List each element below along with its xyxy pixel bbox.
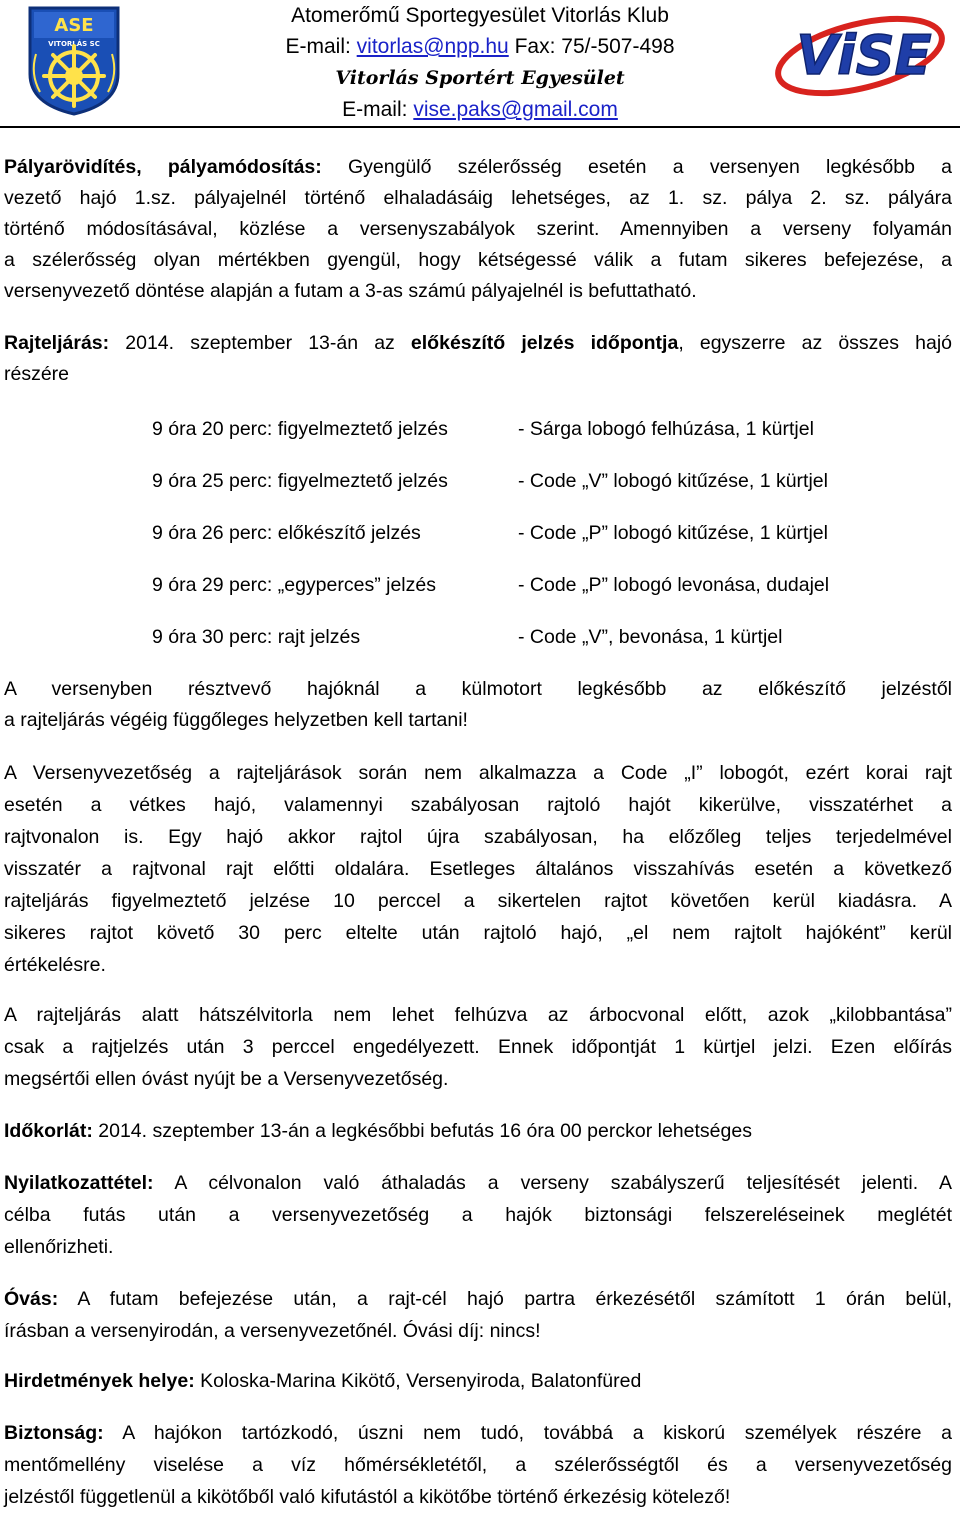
ase-club-logo: [26, 4, 122, 116]
protest-text1: A futam befejezése után, a rajt-cél hajó partra érkezésétől számított 1 órán belül,: [58, 1288, 952, 1310]
course-change-line4: a szélerősség olyan mértékben gyengül, hogy kétségessé válik a futam sikeres befejezése, a: [4, 249, 952, 271]
safety-line3: jelzéstől függetlenül a kikötőből való kifutástól a kikötőbe történő érkezésig kötelező!: [4, 1486, 731, 1508]
recall-line7: értékelésre.: [4, 954, 106, 976]
start-procedure-heading: Rajteljárás:: [4, 332, 110, 354]
club-name: Atomerőmű Sportegyesület Vitorlás Klub: [291, 4, 669, 27]
spinnaker-line3: megsértői ellen óvást nyújt be a Versenyvezetőség.: [4, 1068, 449, 1090]
recall-line4: visszatér a rajtvonal rajt előtti oldalára. Esetleges általános visszahívás esetén a következő: [4, 858, 952, 880]
recall-line2: esetén a vétkes hajó, valamennyi szabályosan rajtoló hajót kikerülve, visszatérhet a: [4, 794, 952, 816]
schedule-action: - Code „P” lobogó levonása, dudajel: [518, 574, 830, 596]
start-procedure-line1: [4, 328, 952, 360]
logo-ase-text: ASE: [54, 15, 94, 36]
schedule-time: 9 óra 29 perc: „egyperces” jelzés: [152, 574, 436, 596]
schedule-row: [152, 622, 952, 654]
protest-heading: Óvás:: [4, 1288, 59, 1310]
letterhead: [0, 0, 960, 130]
letterhead-contact: [220, 0, 740, 125]
declaration-heading: Nyilatkozattétel:: [4, 1172, 154, 1194]
time-limit-line: [4, 1116, 952, 1148]
declaration-line1: [4, 1168, 952, 1200]
declaration-line2: célba futás után a versenyvezetőség a hajók biztonsági felszereléseinek meglétét: [4, 1204, 952, 1226]
vise-email-link[interactable]: vise.paks@gmail.com: [413, 98, 618, 121]
declaration-text1: A célvonalon való áthaladás a verseny szabályszerű teljesítését jelenti. A: [153, 1172, 952, 1194]
time-limit-text: 2014. szeptember 13-án a legkésőbbi befutás 16 óra 00 perckor lehetséges: [92, 1120, 752, 1142]
club-contact-line: [220, 31, 740, 62]
fax-number: Fax: 75/-507-498: [508, 35, 675, 58]
logo-ase-subtext: VITORLÁS SC: [48, 40, 100, 48]
recall-line3: rajtvonalon is. Egy hajó akkor rajtol újra szabályosan, ha előzőleg teljes terjedelmével: [4, 826, 952, 848]
safety-text1: A hajókon tartózkodó, úszni nem tudó, továbbá a kiskorú személyek részére a: [103, 1422, 952, 1444]
vise-logo: [768, 12, 948, 98]
notices-line: [4, 1366, 952, 1398]
notices-heading: Hirdetmények helye:: [4, 1370, 195, 1392]
schedule-row: [152, 518, 952, 550]
start-procedure-bold: előkészítő jelzés időpontja: [410, 332, 679, 354]
schedule-action: - Sárga lobogó felhúzása, 1 kürtjel: [518, 418, 814, 440]
outboard-line2: a rajteljárás végéig függőleges helyzetben kell tartani!: [4, 709, 468, 731]
schedule-row: [152, 466, 952, 498]
course-change-text1: Gyengülő szélerősség esetén a versenyen legkésőbb a: [348, 156, 953, 178]
vise-contact-line: [220, 94, 740, 125]
safety-heading: Biztonság:: [4, 1422, 104, 1444]
email2-label: E-mail:: [342, 98, 414, 121]
schedule-row: [152, 414, 952, 446]
safety-line2: mentőmellény viselése a víz hőmérsékletétől, a szélerősségtől és a versenyvezetőség: [4, 1454, 952, 1476]
course-change-heading: Pályarövidítés, pályamódosítás:: [4, 156, 322, 178]
recall-line1: A Versenyvezetőség a rajteljárások során nem alkalmazza a Code „I” lobogót, ezért korai rajt: [4, 762, 952, 784]
start-procedure-text-a: 2014. szeptember 13-án az: [109, 332, 411, 354]
course-change-line3: történő módosításával, közlése a versenyszabályok szerint. Amennyiben a verseny folyamán: [4, 218, 952, 240]
protest-line2: írásban a versenyirodán, a versenyvezetőnél. Óvási díj: nincs!: [4, 1320, 541, 1342]
header-divider: [0, 126, 960, 128]
schedule-row: [152, 570, 952, 602]
time-limit-heading: Időkorlát:: [4, 1120, 93, 1142]
email-label: E-mail:: [285, 35, 357, 58]
schedule-time: 9 óra 20 perc: figyelmeztető jelzés: [152, 418, 448, 440]
course-change-line1: [4, 152, 952, 184]
course-change-line5: versenyvezető döntése alapján a futam a 3-as számú pályajelnél is befuttatható.: [4, 280, 697, 302]
schedule-action: - Code „V” lobogó kitűzése, 1 kürtjel: [518, 470, 828, 492]
vise-motto: Vitorlás Sportért Egyesület: [335, 67, 625, 89]
notices-text: Koloska-Marina Kikötő, Versenyiroda, Balatonfüred: [194, 1370, 642, 1392]
safety-line1: [4, 1418, 952, 1450]
recall-line5: rajteljárás figyelmeztető jelzése 10 perccel a sikertelen rajtot követően kerül kiadásra. A: [4, 890, 952, 912]
start-procedure-line2: részére: [4, 363, 70, 385]
declaration-line3: ellenőrizheti.: [4, 1236, 114, 1258]
spinnaker-line2: csak a rajtjelzés után 3 perccel engedélyezett. Ennek időpontját 1 kürtjel jelzi. Ezen előírás: [4, 1036, 952, 1058]
club-email-link[interactable]: vitorlas@npp.hu: [356, 35, 509, 58]
spinnaker-line1: A rajteljárás alatt hátszélvitorla nem lehet felhúzva az árbocvonal előtt, azok „kilobbantása”: [4, 1004, 952, 1026]
outboard-line1: A versenyben résztvevő hajóknál a külmotort legkésőbb az előkészítő jelzéstől: [4, 678, 952, 700]
schedule-action: - Code „P” lobogó kitűzése, 1 kürtjel: [518, 522, 828, 544]
course-change-line2: vezető hajó 1.sz. pályajelnél történő elhaladásáig lehetséges, az 1. sz. pálya 2. sz. pályára: [4, 187, 952, 209]
schedule-time: 9 óra 30 perc: rajt jelzés: [152, 626, 361, 648]
recall-line6: sikeres rajtot követő 30 perc eltelte után rajtoló hajó, „el nem rajtolt hajóként” kerül: [4, 922, 952, 944]
protest-line1: [4, 1284, 952, 1316]
schedule-time: 9 óra 25 perc: figyelmeztető jelzés: [152, 470, 448, 492]
logo-vise-text: ViSE: [796, 24, 932, 87]
schedule-action: - Code „V”, bevonása, 1 kürtjel: [518, 626, 783, 648]
schedule-time: 9 óra 26 perc: előkészítő jelzés: [152, 522, 421, 544]
start-procedure-text-b: , egyszerre az összes hajó: [678, 332, 952, 354]
